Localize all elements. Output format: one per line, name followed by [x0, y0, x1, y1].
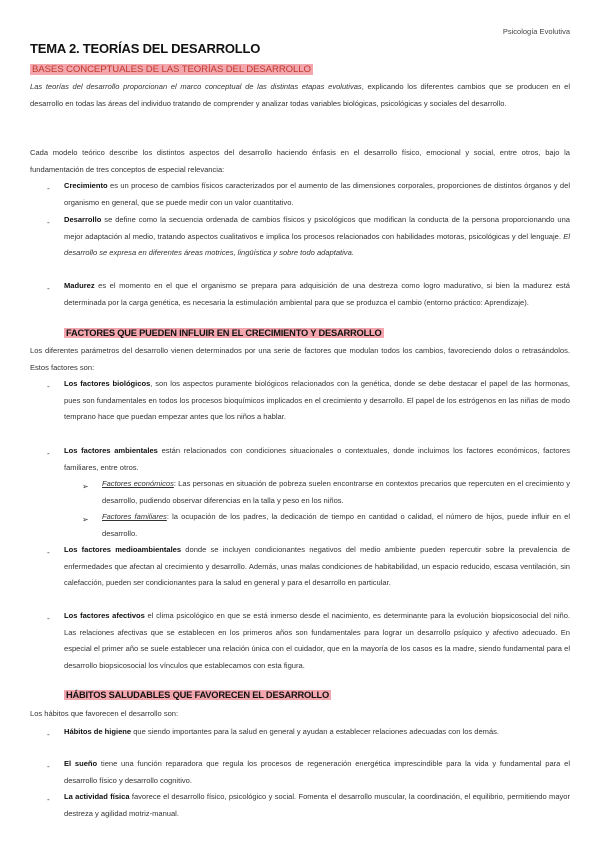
- bullet-dash: -: [47, 762, 50, 771]
- factor-medioambientales: Los factores medioambientales donde se incluyen condicionantes negativos del medio ambiente pueden repercutir sobre la prevalencia de enfermedades que afectan al crecimiento y desarrollo. Además, unas malas condiciones de habitabilidad, un espacio reducido, escasa ventilación, sin calefacción, pueden ser condicionantes para la salud en general y para el desarrollo en particular.: [64, 545, 570, 587]
- factores-intro: Los diferentes parámetros del desarrollo vienen determinados por una serie de factores que modulan todos los cambios, favoreciendo dolos o retrasándolos. Estos factores son:: [30, 346, 570, 372]
- bullet-dash: -: [47, 449, 50, 458]
- bullet-dash: -: [47, 614, 50, 623]
- bullet-dash: -: [47, 218, 50, 227]
- bullet-dash: -: [47, 795, 50, 804]
- bullet-dash: -: [47, 382, 50, 391]
- course-header: Psicología Evolutiva: [502, 27, 570, 36]
- section-heading-bases: BASES CONCEPTUALES DE LAS TEORÍAS DEL DESARROLLO: [32, 64, 311, 75]
- factor-ambientales: Los factores ambientales están relacionados con condiciones situacionales o contextuales, donde incluimos los factores económicos, factores familiares, entre otros.: [64, 446, 570, 472]
- factor-economicos: Factores económicos: Las personas en situación de pobreza suelen encontrarse en contextos precarios que repercuten en el crecimiento y desarrollo, pudiendo observar diferencias en la talla y peso en los niños.: [102, 479, 570, 505]
- habitos-intro: Los hábitos que favorecen el desarrollo son:: [30, 709, 179, 718]
- item-desarrollo: Desarrollo se define como la secuencia ordenada de cambios físicos y psicológicos que modifican la conducta de la persona proporcionando una mejor adaptación al medio, tratando aspectos cualitativos e implica los procesos relacionados con habilidades motoras, psicológicas y del lenguaje. El desarrollo se expresa en diferentes áreas motrices, lingüística y sobre todo adaptativa.: [64, 215, 570, 257]
- habito-higiene: Hábitos de higiene que siendo importantes para la salud en general y ayudan a establecer relaciones adecuadas con los demás.: [64, 727, 500, 736]
- bullet-dash: -: [47, 548, 50, 557]
- bullet-dash: -: [47, 730, 50, 739]
- arrow-bullet: ➢: [82, 515, 89, 524]
- bullet-dash: -: [47, 284, 50, 293]
- factor-familiares: Factores familiares: la ocupación de los padres, la dedicación de tiempo en cantidad o calidad, el número de hijos, puede influir en el desarrollo.: [102, 512, 570, 538]
- habito-sueno: El sueño tiene una función reparadora que regula los procesos de regeneración energética imprescindible para la vida y fundamental para el desarrollo físico y desarrollo cognitivo.: [64, 759, 571, 785]
- intro-paragraph: Las teorías del desarrollo proporcionan el marco conceptual de las distintas etapas evolutivas, explicando los diferentes cambios que se producen en el desarrollo en todas las áreas del individuo tratando de comprender y analizar todas variables biológicas, psicológicas y sociales del desarrollo.: [30, 82, 570, 108]
- item-madurez: Madurez es el momento en el que el organismo se prepara para adquisición de una destreza como logro madurativo, si bien la madurez está determinada por la carga genética, es necesaria la estimulación ambiental para que se produzca el cambio (entorno práctico: Aprendizaje).: [64, 281, 570, 307]
- factor-biologicos: Los factores biológicos, son los aspectos puramente biológicos relacionados con la genética, donde se debe destacar el papel de las hormonas, pues son fundamentales en todos los procesos bioquímicos implicados en el crecimiento y desarrollo. El papel de los estrógenos en las niñas de modo temprano hace que puedan empezar antes que los niños a hablar.: [64, 379, 570, 421]
- page-title: TEMA 2. TEORÍAS DEL DESARROLLO: [30, 41, 261, 56]
- factor-afectivos: Los factores afectivos el clima psicológico en que se está inmerso desde el nacimiento, es determinante para la evolución biopsicosocial del niño. Las relaciones afectivas que se establecen en los primeros años son fundamentales para lograr un desarrollo psíquico y afectivo adecuado. En especial el primer año se suele establecer una relación única con el cuidador, que en la mayoría de los casos es la madre, siendo fundamental para el desarrollo biopsicosocial los vínculos que establecamos con esta figura.: [64, 611, 570, 670]
- arrow-bullet: ➢: [82, 482, 89, 491]
- habito-actividad-fisica: La actividad física favorece el desarrollo físico, psicológico y social. Fomenta el desarrollo muscular, la coordinación, el equilibrio, permitiendo mayor destreza y agilidad motriz-manual.: [64, 792, 571, 818]
- item-crecimiento: Crecimiento es un proceso de cambios físicos caracterizados por el aumento de las dimensiones corporales, proporciones de distintos órganos y del organismo en general, que se puede medir con un valor cuantitativo.: [64, 181, 570, 207]
- bullet-dash: -: [47, 184, 50, 193]
- section-heading-habitos: HÁBITOS SALUDABLES QUE FAVORECEN EL DESARROLLO: [66, 690, 330, 700]
- section-heading-factores: FACTORES QUE PUEDEN INFLUIR EN EL CRECIMIENTO Y DESARROLLO: [66, 328, 382, 338]
- models-paragraph: Cada modelo teórico describe los distintos aspectos del desarrollo haciendo énfasis en el desarrollo físico, emocional y social, entre otros, bajo la fundamentación de tres conceptos de especial relevancia:: [30, 148, 570, 174]
